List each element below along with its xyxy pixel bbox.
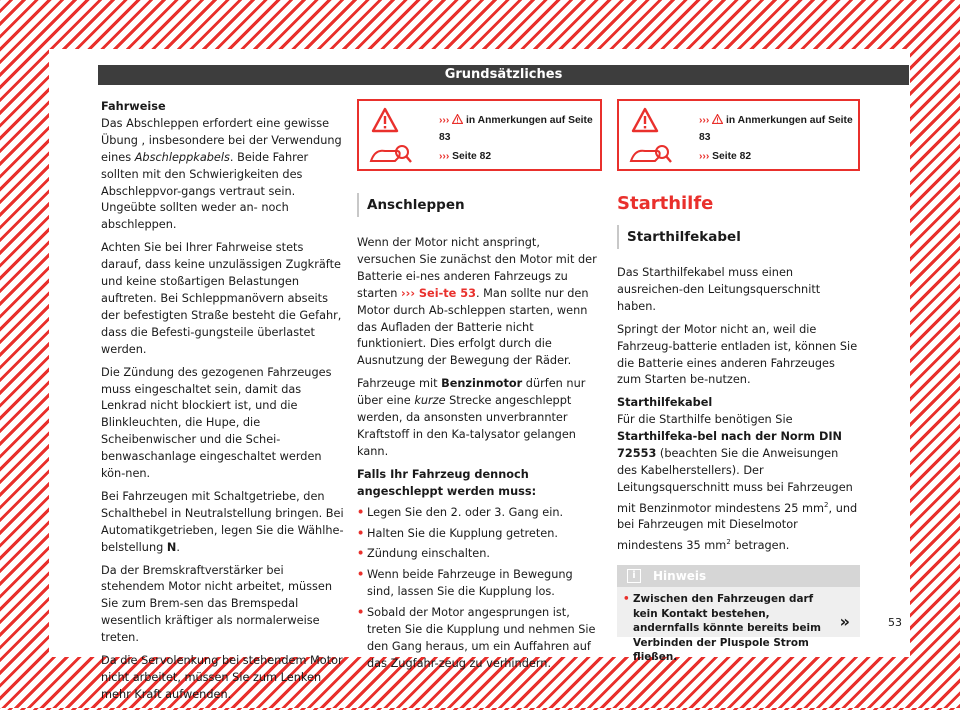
steps-title: Falls Ihr Fahrzeug dennoch angeschleppt werden muss: (357, 467, 537, 498)
starthilfekabel-subtitle: Starthilfekabel (617, 396, 713, 410)
warning-ref-2[interactable]: ››› Seite 82 (699, 151, 752, 162)
hint-header (617, 565, 860, 587)
section-title-anschleppen: Anschleppen (357, 193, 602, 217)
vehicle-manual-icon (629, 143, 673, 165)
continue-arrow-icon: » (839, 612, 850, 632)
list-item: • Wenn beide Fahrzeuge in Bewegung sind, lassen Sie die Kupplung los. (357, 567, 602, 601)
list-item: • Sobald der Motor angesprungen ist, treten Sie die Kupplung und nehmen Sie den Gang heraus, um ein Auffahren auf das Zugfahr-zeug zu verhindern. (357, 605, 602, 673)
page-number: 53 (888, 616, 902, 629)
vehicle-manual-icon (369, 143, 413, 165)
starthilfe-p2: Springt der Motor nicht an, weil die Fahrzeug-batterie entladen ist, können Sie die Batterie eines anderen Fahrzeuges zum Starten be-nutzen. (617, 322, 858, 387)
warning-triangle-icon (371, 107, 399, 133)
fahrweise-p6: Da die Servolenkung bei stehendem Motor nicht arbeitet, müssen Sie zum Lenken mehr Kraft aufwenden. (101, 654, 343, 701)
list-item: • Halten Sie die Kupplung getreten. (357, 526, 602, 543)
fahrweise-p5: Da der Bremskraftverstärker bei stehendem Motor nicht arbeitet, müssen Sie zum Brem-sen das Bremspedal wesentlich kräftiger als normalerweise treten. (101, 563, 333, 645)
info-icon: i (627, 569, 641, 583)
small-warning-icon (712, 114, 723, 124)
list-item: • Zündung einschalten. (357, 546, 602, 563)
hint-label: Hinweis (653, 569, 707, 584)
warning-reference-box (617, 99, 860, 171)
fahrweise-p2: Achten Sie bei Ihrer Fahrweise stets darauf, dass keine unzulässigen Zugkräfte und keine stoßartigen Belastungen auftreten. Bei Schleppmanövern abseits der befestigten Straße besteht die Gefahr, dass die Befesti-gungsteile überlastet werden. (101, 241, 342, 356)
fahrweise-p3: Die Zündung des gezogenen Fahrzeuges muss eingeschaltet sein, damit das Lenkrad nicht blockiert ist, und die Blinkleuchten, die Hupe, die Scheibenwischer und die Schei-benwaschanlage eingeschaltet werden kön-nen. (101, 365, 332, 481)
warning-ref-1[interactable]: ››› in Anmerkungen auf Seite 83 (439, 115, 593, 143)
hint-text: • Zwischen den Fahrzeugen darf kein Kontakt bestehen, andernfalls könnte bereits beim Verbinden der Pluspole Strom fließen. (617, 587, 860, 665)
warning-ref-1[interactable]: ››› in Anmerkungen auf Seite 83 (699, 115, 853, 143)
column-starthilfe (617, 99, 860, 664)
small-warning-icon (452, 114, 463, 124)
fahrweise-p4: Bei Fahrzeugen mit Schaltgetriebe, den Schalthebel in Neutralstellung bringen. Bei Automatikgetrieben, legen Sie die Wählhe-belstellung N. (101, 489, 344, 554)
fahrweise-title: Fahrweise (101, 100, 166, 113)
starthilfe-p1: Das Starthilfekabel muss einen ausreichen-den Leitungsquerschnitt haben. (617, 266, 821, 313)
page-header: Grundsätzliches (98, 65, 909, 85)
warning-ref-2[interactable]: ››› Seite 82 (439, 151, 492, 162)
anschleppen-p2: Fahrzeuge mit Benzinmotor dürfen nur über eine kurze Strecke angeschleppt werden, da ansonsten unverbrannter Kraftstoff in den Ka-talysator gelangen kann. (357, 377, 586, 458)
warning-triangle-icon (631, 107, 659, 133)
section-title-starthilfekabel: Starthilfekabel (617, 225, 860, 249)
warning-reference-box (357, 99, 602, 171)
fahrweise-p1: Das Abschleppen erfordert eine gewisse Übung , insbesondere bei der Verwendung eines Abschleppkabels. Beide Fahrer sollten mit den Schwierigkeiten des Abschleppvor-gangs vertraut sein. Ungeübte sollten weder an- noch abschleppen. (101, 116, 342, 232)
hint-box (617, 565, 860, 664)
column-anschleppen (357, 99, 602, 677)
page (49, 49, 910, 701)
starthilfe-p3: Für die Starthilfe benötigen Sie Starthilfeka-bel nach der Norm DIN 72553 (beachten Sie die Anweisungen des Kabelherstellers). Der Leitungsquerschnitt muss bei Fahrzeugen mit Benzinmotor mindestens 25 $mm^2$, und bei Fahrzeugen mit Dieselmotor mindestens 35 $mm^2$ betragen. (617, 413, 858, 553)
link-seite-53[interactable]: ››› Sei-te 53 (401, 286, 476, 300)
steps-list (357, 505, 602, 673)
column-fahrweise (101, 99, 344, 710)
chapter-title-starthilfe: Starthilfe (617, 193, 714, 214)
list-item: • Legen Sie den 2. oder 3. Gang ein. (357, 505, 602, 522)
anschleppen-p1: Wenn der Motor nicht anspringt, versuchen Sie zunächst den Motor mit der Batterie ei-nes anderen Fahrzeugs zu starten ››› Sei-te 53. Man sollte nur den Motor durch Ab-schleppen starten, wenn das Aufladen der Batterie nicht funktioniert. Dies erfolgt durch die Ausnutzung der Bewegung der Räder. (357, 236, 597, 368)
